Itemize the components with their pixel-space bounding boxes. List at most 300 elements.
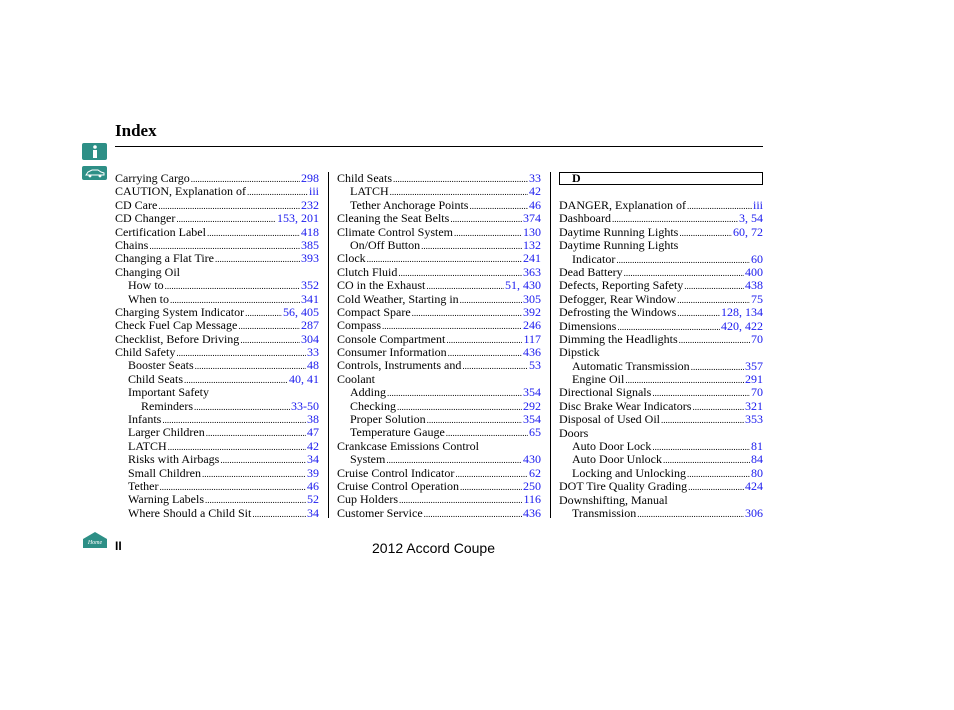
index-term: Proper Solution xyxy=(350,412,426,427)
page-link[interactable]: 60 xyxy=(751,251,763,266)
index-entry[interactable] xyxy=(559,507,763,520)
page-link[interactable]: 65 xyxy=(529,425,541,440)
dot-leader xyxy=(677,293,750,306)
dot-leader xyxy=(679,226,732,239)
index-entry xyxy=(559,427,763,440)
page-link[interactable]: 75 xyxy=(751,291,763,306)
index-entry[interactable] xyxy=(115,467,319,480)
dot-leader xyxy=(165,279,300,292)
index-term: Checking xyxy=(350,398,396,413)
index-entry[interactable] xyxy=(115,226,319,239)
dot-leader xyxy=(460,293,522,306)
dot-leader xyxy=(462,359,528,372)
dot-leader xyxy=(220,453,306,466)
page-link[interactable]: 130 xyxy=(523,224,541,239)
index-term: Cold Weather, Starting in xyxy=(337,291,459,306)
index-term: How to xyxy=(128,278,164,293)
index-term: Clock xyxy=(337,251,366,266)
index-entry[interactable] xyxy=(115,185,319,198)
index-term: Cruise Control Indicator xyxy=(337,465,455,480)
index-entry[interactable] xyxy=(115,319,319,332)
dot-leader xyxy=(194,400,290,413)
dot-leader xyxy=(688,480,744,493)
index-entry[interactable] xyxy=(115,507,319,520)
index-entry[interactable] xyxy=(337,426,541,439)
home-label: Home xyxy=(87,540,103,546)
dot-leader xyxy=(663,453,750,466)
index-term: When to xyxy=(128,291,169,306)
page-link[interactable]: 52 xyxy=(307,492,319,507)
page-link[interactable]: 354 xyxy=(523,412,541,427)
dot-leader xyxy=(469,199,528,212)
dot-leader xyxy=(687,467,750,480)
page-link[interactable]: 305 xyxy=(523,291,541,306)
page-link[interactable]: 430 xyxy=(523,452,541,467)
index-entry xyxy=(115,266,319,279)
dot-leader xyxy=(617,320,720,333)
index-term: Cup Holders xyxy=(337,492,398,507)
index-term: Defrosting the Windows xyxy=(559,305,677,320)
index-entry[interactable] xyxy=(115,426,319,439)
page-link[interactable]: 51, 430 xyxy=(505,278,541,293)
index-entry[interactable] xyxy=(559,199,763,212)
dot-leader xyxy=(446,333,522,346)
index-column-1 xyxy=(115,172,319,520)
index-entry[interactable] xyxy=(337,480,541,493)
dot-leader xyxy=(168,440,306,453)
index-term: Automatic Transmission xyxy=(572,358,690,373)
dot-leader xyxy=(170,293,300,306)
page-number: II xyxy=(115,539,122,553)
dot-leader xyxy=(247,185,308,198)
dot-leader xyxy=(448,346,522,359)
page-link[interactable]: 438 xyxy=(745,278,763,293)
index-entry[interactable] xyxy=(115,252,319,265)
index-entry[interactable] xyxy=(337,199,541,212)
dot-leader xyxy=(399,493,522,506)
index-term: Consumer Information xyxy=(337,345,447,360)
index-entry[interactable] xyxy=(559,386,763,399)
page-link[interactable]: 291 xyxy=(745,372,763,387)
index-entry[interactable] xyxy=(559,400,763,413)
index-term: System xyxy=(350,452,386,467)
page-link[interactable]: 42 xyxy=(529,184,541,199)
index-entry xyxy=(337,440,541,453)
index-term: Changing Oil xyxy=(115,264,180,279)
index-term: CAUTION, Explanation of xyxy=(115,184,246,199)
index-entry[interactable] xyxy=(115,493,319,506)
index-entry[interactable] xyxy=(115,306,319,319)
index-term: Climate Control System xyxy=(337,224,453,239)
index-term: Defects, Reporting Safety xyxy=(559,278,684,293)
index-entry[interactable] xyxy=(337,212,541,225)
page-link[interactable]: 38 xyxy=(307,412,319,427)
info-icon[interactable] xyxy=(82,143,107,160)
index-term: Risks with Airbags xyxy=(128,452,220,467)
page-link[interactable]: 53 xyxy=(529,358,541,373)
index-term: Disc Brake Wear Indicators xyxy=(559,398,692,413)
dot-leader xyxy=(202,467,306,480)
page-link[interactable]: 292 xyxy=(523,398,541,413)
page-link[interactable]: 400 xyxy=(745,264,763,279)
index-entry[interactable] xyxy=(559,306,763,319)
index-term: Reminders xyxy=(141,398,193,413)
index-term: Larger Children xyxy=(128,425,205,440)
index-term: Defogger, Rear Window xyxy=(559,291,677,306)
page-link[interactable]: 132 xyxy=(523,237,541,252)
index-entry[interactable] xyxy=(337,172,541,185)
page-link[interactable]: 241 xyxy=(523,251,541,266)
index-term: DANGER, Explanation of xyxy=(559,198,686,212)
dot-leader xyxy=(652,386,750,399)
page-link[interactable]: 33 xyxy=(529,171,541,185)
index-entry[interactable] xyxy=(337,266,541,279)
dot-leader xyxy=(677,306,720,319)
dot-leader xyxy=(450,212,522,225)
index-entry[interactable] xyxy=(115,172,319,185)
index-entry[interactable] xyxy=(337,493,541,506)
page-link[interactable]: 304 xyxy=(301,331,319,346)
index-term: Crankcase Emissions Control xyxy=(337,438,479,453)
index-term: CO in the Exhaust xyxy=(337,278,426,293)
index-term: DOT Tire Quality Grading xyxy=(559,479,688,494)
index-term: Infants xyxy=(128,412,162,427)
index-entry[interactable] xyxy=(337,239,541,252)
index-entry[interactable] xyxy=(559,253,763,266)
index-term: Daytime Running Lights xyxy=(559,238,679,253)
index-term: Cruise Control Operation xyxy=(337,478,459,493)
index-entry[interactable] xyxy=(115,413,319,426)
index-term: Downshifting, Manual xyxy=(559,492,668,507)
index-column-3 xyxy=(559,172,763,520)
index-term: LATCH xyxy=(128,438,167,453)
index-entry[interactable] xyxy=(559,413,763,426)
index-term: Transmission xyxy=(572,505,637,520)
page-link[interactable]: 62 xyxy=(529,465,541,480)
index-term: Child Seats xyxy=(128,371,184,386)
dot-leader xyxy=(393,172,528,185)
page-link[interactable]: 48 xyxy=(307,358,319,373)
dot-leader xyxy=(238,319,300,332)
index-entry[interactable] xyxy=(559,360,763,373)
page-link[interactable]: 70 xyxy=(751,331,763,346)
page-link[interactable]: 424 xyxy=(745,479,763,494)
page-link[interactable]: 420, 422 xyxy=(721,318,763,333)
dot-leader xyxy=(191,172,300,185)
dot-leader xyxy=(240,333,300,346)
page-link[interactable]: 39 xyxy=(307,465,319,480)
dot-leader xyxy=(390,185,528,198)
index-term: Daytime Running Lights xyxy=(559,224,679,239)
page-link[interactable]: 46 xyxy=(307,478,319,493)
dot-leader xyxy=(382,319,522,332)
index-entry[interactable] xyxy=(337,359,541,372)
index-entry[interactable] xyxy=(337,333,541,346)
index-entry[interactable] xyxy=(337,346,541,359)
index-term: Controls, Instruments and xyxy=(337,358,462,373)
page-link[interactable]: 42 xyxy=(307,438,319,453)
index-term: Compass xyxy=(337,318,382,333)
info-glyph-icon xyxy=(90,145,100,158)
index-entry[interactable] xyxy=(115,346,319,359)
page-link[interactable]: 357 xyxy=(745,358,763,373)
dot-leader xyxy=(455,467,528,480)
dot-leader xyxy=(184,373,288,386)
page-link[interactable]: 306 xyxy=(745,505,763,520)
index-column-2 xyxy=(337,172,541,520)
dot-leader xyxy=(412,306,522,319)
dot-leader xyxy=(386,453,522,466)
dot-leader xyxy=(612,212,738,225)
index-entry[interactable] xyxy=(115,440,319,453)
page-link[interactable]: 40, 41 xyxy=(289,371,319,386)
page-link[interactable]: 385 xyxy=(301,237,319,252)
index-term: Indicator xyxy=(572,251,616,266)
dot-leader xyxy=(215,252,300,265)
page-link[interactable]: 353 xyxy=(745,412,763,427)
dot-leader xyxy=(245,306,282,319)
page-link[interactable]: 34 xyxy=(307,452,319,467)
index-entry[interactable] xyxy=(559,279,763,292)
page-link[interactable]: iii xyxy=(752,198,763,212)
index-term: Disposal of Used Oil xyxy=(559,412,660,427)
index-term: Check Fuel Cap Message xyxy=(115,318,238,333)
index-term: Carrying Cargo xyxy=(115,171,190,185)
page-link[interactable]: 33 xyxy=(307,345,319,360)
index-term: Auto Door Unlock xyxy=(572,452,662,467)
index-term: Cleaning the Seat Belts xyxy=(337,211,450,226)
index-entry[interactable] xyxy=(337,293,541,306)
index-term: Coolant xyxy=(337,371,375,386)
index-term: Checklist, Before Driving xyxy=(115,331,240,346)
index-term: Child Safety xyxy=(115,345,176,360)
dot-leader xyxy=(446,426,528,439)
index-entry[interactable] xyxy=(337,279,541,292)
page-link[interactable]: 298 xyxy=(301,171,319,185)
dot-leader xyxy=(207,226,300,239)
page-link[interactable]: 56, 405 xyxy=(283,304,319,319)
index-entry[interactable] xyxy=(115,400,319,413)
index-entry[interactable] xyxy=(559,373,763,386)
dot-leader xyxy=(421,239,522,252)
page-link[interactable]: 287 xyxy=(301,318,319,333)
page-link[interactable]: 34 xyxy=(307,505,319,520)
index-entry[interactable] xyxy=(337,507,541,520)
dot-leader xyxy=(691,360,744,373)
index-entry[interactable] xyxy=(115,333,319,346)
page-link[interactable]: 341 xyxy=(301,291,319,306)
index-entry[interactable] xyxy=(337,185,541,198)
dot-leader xyxy=(460,480,522,493)
index-term: Warning Labels xyxy=(128,492,205,507)
dot-leader xyxy=(424,507,522,520)
index-term: Charging System Indicator xyxy=(115,304,245,319)
index-entry[interactable] xyxy=(559,440,763,453)
index-entry[interactable] xyxy=(115,359,319,372)
index-entry[interactable] xyxy=(559,293,763,306)
page-link[interactable]: 80 xyxy=(751,465,763,480)
dot-leader xyxy=(158,199,300,212)
index-term: Dashboard xyxy=(559,211,611,226)
page-link[interactable]: 153, 201 xyxy=(277,211,319,226)
index-entry[interactable] xyxy=(337,306,541,319)
dot-leader xyxy=(176,212,276,225)
index-term: Tether Anchorage Points xyxy=(350,197,469,212)
index-term: CD Changer xyxy=(115,211,176,226)
dot-leader xyxy=(397,400,522,413)
index-entry[interactable] xyxy=(115,373,319,386)
index-term: Directional Signals xyxy=(559,385,652,400)
index-entry[interactable] xyxy=(559,333,763,346)
index-term: Auto Door Lock xyxy=(572,439,652,454)
page-link[interactable]: 418 xyxy=(301,224,319,239)
page-link[interactable]: 354 xyxy=(523,385,541,400)
index-term: Small Children xyxy=(128,465,201,480)
index-term: Engine Oil xyxy=(572,372,625,387)
index-entry[interactable] xyxy=(559,467,763,480)
dot-leader xyxy=(454,226,522,239)
index-term: Adding xyxy=(350,385,386,400)
index-entry[interactable] xyxy=(115,453,319,466)
page-link[interactable]: 47 xyxy=(307,425,319,440)
dot-leader xyxy=(205,493,306,506)
index-term: Changing a Flat Tire xyxy=(115,251,215,266)
page-link[interactable]: 3, 54 xyxy=(739,211,763,226)
index-entry[interactable] xyxy=(559,212,763,225)
page-link[interactable]: 117 xyxy=(523,331,541,346)
index-entry[interactable] xyxy=(115,480,319,493)
index-term: Child Seats xyxy=(337,171,393,185)
index-entry[interactable] xyxy=(337,400,541,413)
index-entry xyxy=(115,386,319,399)
index-term: On/Off Button xyxy=(350,237,421,252)
index-term: Important Safety xyxy=(128,385,209,400)
page-link[interactable]: 246 xyxy=(523,318,541,333)
index-term: Dimensions xyxy=(559,318,617,333)
index-term: CD Care xyxy=(115,197,158,212)
index-term: Clutch Fluid xyxy=(337,264,398,279)
index-entry xyxy=(337,373,541,386)
document-title: 2012 Accord Coupe xyxy=(372,540,495,556)
home-button[interactable] xyxy=(82,531,108,549)
dot-leader xyxy=(687,199,752,212)
page-link[interactable]: 116 xyxy=(523,492,541,507)
index-entry[interactable] xyxy=(559,266,763,279)
index-entry[interactable] xyxy=(115,212,319,225)
index-entry[interactable] xyxy=(337,319,541,332)
index-term: Dead Battery xyxy=(559,264,623,279)
index-term: Customer Service xyxy=(337,505,423,520)
index-entry[interactable] xyxy=(559,226,763,239)
page-link[interactable]: 81 xyxy=(751,439,763,454)
dot-leader xyxy=(625,373,744,386)
page-link[interactable]: 352 xyxy=(301,278,319,293)
page-link[interactable]: 84 xyxy=(751,452,763,467)
index-term: Temperature Gauge xyxy=(350,425,445,440)
dot-leader xyxy=(427,413,522,426)
index-term: Dimming the Headlights xyxy=(559,331,678,346)
index-entry[interactable] xyxy=(337,453,541,466)
index-entry xyxy=(559,494,763,507)
index-entry[interactable] xyxy=(115,239,319,252)
index-term: Locking and Unlocking xyxy=(572,465,686,480)
section-header-d: D xyxy=(559,172,763,185)
page-link[interactable]: 232 xyxy=(301,197,319,212)
page-link[interactable]: 374 xyxy=(523,211,541,226)
page-link[interactable]: 393 xyxy=(301,251,319,266)
index-entry[interactable] xyxy=(115,279,319,292)
dot-leader xyxy=(661,413,744,426)
dot-leader xyxy=(162,413,306,426)
index-entry[interactable] xyxy=(337,386,541,399)
index-entry[interactable] xyxy=(337,413,541,426)
column-divider xyxy=(550,172,551,518)
index-term: Chains xyxy=(115,237,149,252)
column-divider xyxy=(328,172,329,518)
page-link[interactable]: 392 xyxy=(523,304,541,319)
page-link[interactable]: 321 xyxy=(745,398,763,413)
dot-leader xyxy=(692,400,744,413)
dot-leader xyxy=(387,386,522,399)
car-glyph-icon xyxy=(84,168,106,178)
index-entry[interactable] xyxy=(337,467,541,480)
index-entry[interactable] xyxy=(115,293,319,306)
index-entry[interactable] xyxy=(115,199,319,212)
page-link[interactable]: 250 xyxy=(523,478,541,493)
index-term: Booster Seats xyxy=(128,358,194,373)
index-entry xyxy=(559,239,763,252)
dot-leader xyxy=(637,507,744,520)
dot-leader xyxy=(426,279,504,292)
index-term: Where Should a Child Sit xyxy=(128,505,252,520)
dot-leader xyxy=(149,239,300,252)
dot-leader xyxy=(679,333,750,346)
dot-leader xyxy=(624,266,744,279)
page-link[interactable]: 436 xyxy=(523,345,541,360)
dot-leader xyxy=(684,279,744,292)
index-term: Certification Label xyxy=(115,224,206,239)
dot-leader xyxy=(652,440,750,453)
dot-leader xyxy=(159,480,306,493)
index-entry[interactable] xyxy=(559,320,763,333)
dot-leader xyxy=(195,359,306,372)
page-link[interactable]: 46 xyxy=(529,197,541,212)
dot-leader xyxy=(367,252,522,265)
index-term: Dipstick xyxy=(559,345,600,360)
dot-leader xyxy=(206,426,306,439)
page-link[interactable]: 363 xyxy=(523,264,541,279)
index-entry[interactable] xyxy=(337,226,541,239)
title-rule xyxy=(115,146,763,147)
page-link[interactable]: iii xyxy=(308,184,319,199)
dot-leader xyxy=(252,507,306,520)
page-link[interactable]: 60, 72 xyxy=(733,224,763,239)
index-term: Tether xyxy=(128,478,159,493)
index-entry xyxy=(559,346,763,359)
dot-leader xyxy=(176,346,306,359)
dot-leader xyxy=(398,266,522,279)
page-link[interactable]: 33-50 xyxy=(291,398,319,413)
index-entry[interactable] xyxy=(559,480,763,493)
index-entry[interactable] xyxy=(559,453,763,466)
page-title: Index xyxy=(115,121,157,140)
page-link[interactable]: 128, 134 xyxy=(721,305,763,320)
page-link[interactable]: 70 xyxy=(751,385,763,400)
page-link[interactable]: 436 xyxy=(523,505,541,520)
index-term: LATCH xyxy=(350,184,389,199)
car-icon[interactable] xyxy=(82,166,107,180)
index-entry[interactable] xyxy=(337,252,541,265)
